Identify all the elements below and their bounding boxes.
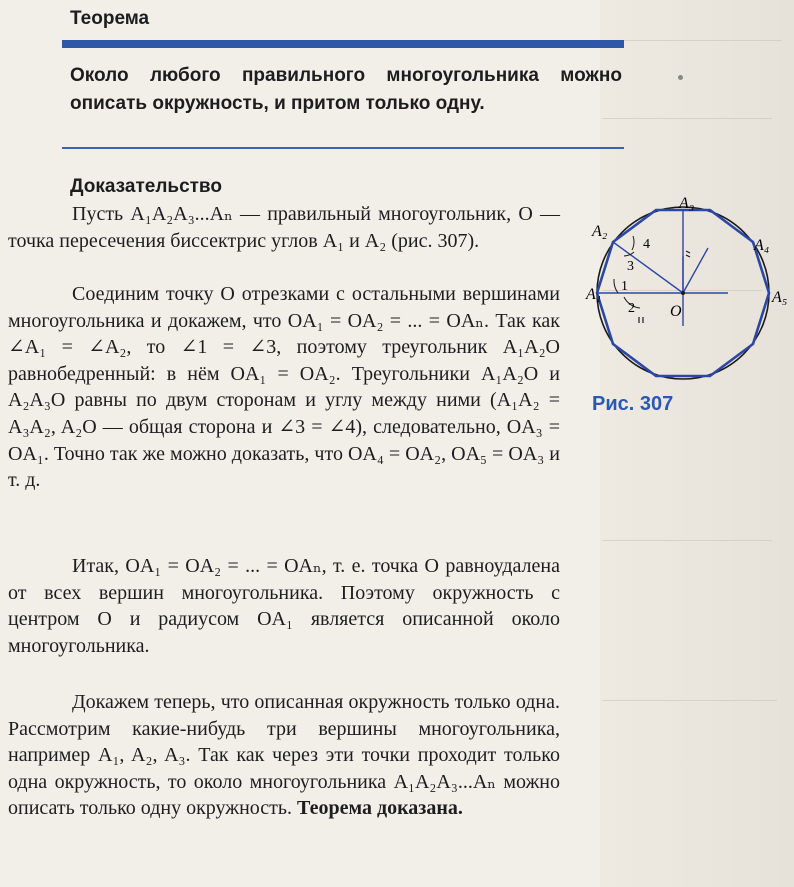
theorem-top-bar <box>62 40 624 48</box>
facing-page-bleed <box>600 0 794 887</box>
label-o: O <box>670 303 682 320</box>
theorem-bottom-bar <box>62 147 624 149</box>
theorem-statement: Около любого правильного многоугольника можно описать окружность, и притом только одну. <box>70 65 622 114</box>
bleed-dot <box>678 75 683 80</box>
tick-mark <box>686 255 690 257</box>
bleed-line <box>602 700 777 701</box>
figure-caption: Рис. 307 <box>592 393 674 415</box>
proof-paragraph-3-text: Итак, OA₁ = OA₂ = ... = OAₙ, т. е. точка O равноудалена от всех вершин многоугольника. Поэтому окружность с центром O и радиусом OA₁ является описанной около многоугольника. <box>8 555 560 657</box>
label-a5: A₅ <box>772 289 788 306</box>
label-angle-1: 1 <box>621 279 628 294</box>
proof-paragraph-2 <box>8 281 560 494</box>
tick-mark <box>686 251 690 253</box>
theorem-heading: Теорема <box>70 8 150 29</box>
angle-1-arc <box>614 279 618 293</box>
label-a3: A₃ <box>679 195 695 212</box>
figure-307 <box>588 196 788 386</box>
proof-conclusion: Теорема доказана. <box>297 797 463 820</box>
label-angle-3: 3 <box>627 259 634 274</box>
label-angle-4: 4 <box>643 237 650 252</box>
proof-paragraph-2-text: Соединим точку O отрезками с остальными вершинами многоугольника и докажем, что OA₁ = OA₂ = ... = OAₙ. Так как ∠A₁ = ∠A₂, то ∠1 = ∠3, поэтому треугольник A₁A₂O равнобедренный: в нём OA₁ = OA₂. Треугольники A₁A₂O и A₂A₃O равны по двум сторонам и углу между ними (A₁A₂ = A₃A₂, A₂O — общая сторона и ∠3 = ∠4), следовательно, OA₃ = OA₁. Точно так же можно доказать, что OA₄ = OA₂, OA₅ = OA₃ и т. д. <box>8 283 560 492</box>
bleed-line <box>602 40 782 41</box>
label-a4: A₄ <box>754 237 770 254</box>
center-point <box>681 291 685 295</box>
proof-paragraph-4 <box>8 689 560 822</box>
proof-paragraph-3 <box>8 553 560 659</box>
proof-paragraph-1 <box>8 201 560 254</box>
proof-paragraph-1-text: Пусть A₁A₂A₃...Aₙ — правильный многоугольник, O — точка пересечения биссектрис углов A₁ и A₂ (рис. 307). <box>8 203 560 252</box>
bleed-line <box>602 540 772 541</box>
label-a1: A₁ <box>586 286 602 303</box>
angle-4-arc <box>632 236 634 250</box>
proof-paragraph-4-text: Докажем теперь, что описанная окружность только одна. Рассмотрим какие-нибудь три вершины многоугольника, например A₁, A₂, A₃. Так как через эти точки проходит только одна окружность, то около многоугольника A₁A₂A₃...Aₙ можно описать только одну окружность. <box>8 691 560 820</box>
label-angle-2: 2 <box>628 301 635 316</box>
proof-heading: Доказательство <box>70 176 222 197</box>
bleed-line <box>602 118 772 119</box>
label-a2: A₂ <box>592 223 608 240</box>
